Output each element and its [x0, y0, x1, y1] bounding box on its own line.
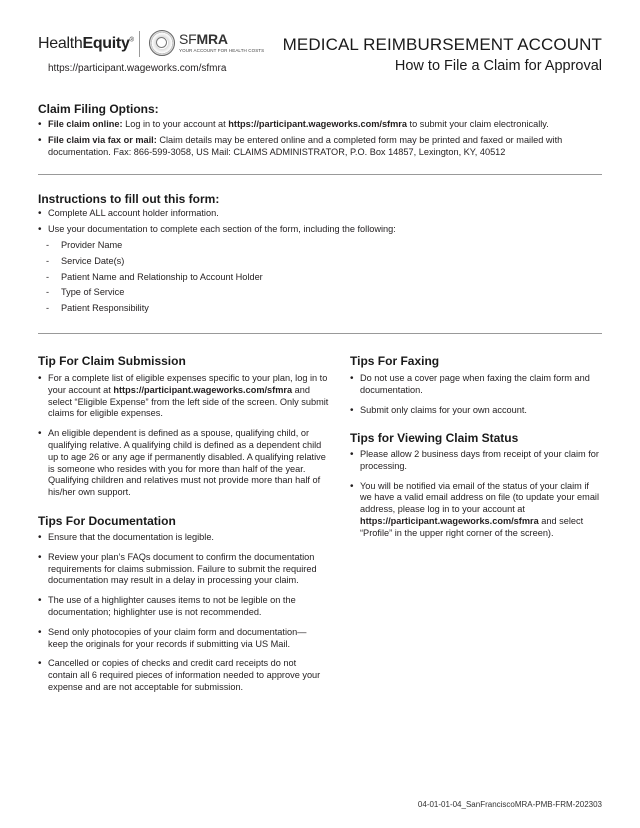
tip-text: For a complete list of eligible expenses specific to your plan, log in to your account at	[48, 373, 328, 395]
filing-online-link[interactable]: https://participant.wageworks.com/sfmra	[228, 119, 407, 129]
tip-submission-item	[38, 373, 330, 420]
header-url[interactable]: https://participant.wageworks.com/sfmra	[48, 63, 227, 74]
subitem: - Type of Service	[46, 287, 446, 299]
tip-documentation-item: • Review your plan’s FAQs document to confirm the documentation requirements for claims submission. Failure to submit the required documentation may result in a delay in processing your claim.	[38, 552, 323, 587]
sfmra-part2: MRA	[196, 31, 228, 47]
subitem: - Patient Responsibility	[46, 303, 446, 315]
logo-divider	[139, 31, 140, 57]
tip-documentation-item: • Ensure that the documentation is legible.	[38, 532, 323, 544]
city-seal-icon	[149, 30, 175, 56]
registered-mark: ®	[129, 37, 134, 44]
instructions-heading: Instructions to fill out this form:	[38, 192, 220, 206]
tip-text: and select “Eligible Expense” from the left side of the screen. Only submit claims for eligible expenses.	[48, 384, 329, 419]
instruction-subitems	[46, 240, 446, 319]
tip-documentation-item: • Send only photocopies of your claim form and documentation—keep the originals for your records if submitting via US Mail.	[38, 627, 323, 651]
document-title: MEDICAL REIMBURSEMENT ACCOUNT	[282, 35, 602, 54]
brand-primary-part2: Equity	[82, 35, 130, 52]
tips-faxing-list	[350, 373, 600, 424]
form-code: 04-01-01-04_SanFranciscoMRA-PMB-FRM-202303	[417, 800, 602, 809]
instruction-item: • Complete ALL account holder information.	[38, 208, 598, 220]
tips-documentation-list	[38, 532, 323, 702]
tip-faxing-item: • Submit only claims for your own account.	[350, 405, 600, 417]
filing-online-text-end: to submit your claim electronically.	[406, 119, 549, 129]
filing-fax-label: File claim via fax or mail:	[48, 134, 157, 145]
section-divider-1	[38, 174, 602, 175]
filing-fax-text: Claim details may be entered online and a completed form may be printed and faxed or mailed with documentation. Fax: 866-599-3058, US Mail: CLAIMS ADMINISTRATOR, P.O. Box 14857, Lexington, KY, 40512	[48, 134, 563, 157]
instruction-item: • Use your documentation to complete each section of the form, including the following:	[38, 224, 598, 236]
instructions-list	[38, 208, 598, 240]
healthequity-logo	[38, 35, 134, 53]
filing-list	[38, 119, 598, 162]
filing-option-fax-mail	[38, 135, 598, 159]
document-subtitle: How to File a Claim for Approval	[394, 58, 602, 74]
subitem: - Patient Name and Relationship to Account Holder	[46, 272, 446, 284]
filing-online-label: File claim online:	[48, 119, 123, 129]
sfmra-logo	[179, 31, 228, 47]
tips-submission-heading: Tip For Claim Submission	[38, 354, 186, 368]
subitem: - Provider Name	[46, 240, 446, 252]
tip-documentation-item: • Cancelled or copies of checks and credit card receipts do not contain all 6 required pieces of information needed to approve your expense and are not acceptable for submission.	[38, 658, 323, 693]
sfmra-tagline: YOUR ACCOUNT FOR HEALTH COSTS	[179, 48, 265, 53]
eligible-expense-link[interactable]: https://participant.wageworks.com/sfmra	[113, 384, 293, 395]
tips-status-list	[350, 449, 600, 548]
section-divider-2	[38, 333, 602, 334]
tip-text: You will be notified via email of the status of your claim if we have a valid email address on file (to update your email address, please log in to your account at	[360, 480, 600, 515]
tips-submission-list	[38, 373, 330, 507]
tip-faxing-item: • Do not use a cover page when faxing the claim form and documentation.	[350, 373, 600, 397]
sfmra-part1: SF	[179, 31, 197, 47]
tip-submission-item: • An eligible dependent is defined as a spouse, qualifying child, or qualifying relative. A qualifying child is defined as a dependent child up to age 26 or any age if permanently disabled. A qualifying relative is someone who resides with you for more than half of the year. Qualifying children and relatives must not provide more than half of his/her own support.	[38, 428, 330, 499]
tips-faxing-heading: Tips For Faxing	[350, 354, 440, 368]
tip-text: and select “Profile” in the upper right corner of the screen).	[360, 515, 584, 538]
brand-primary-part1: Health	[38, 35, 83, 52]
subitem: - Service Date(s)	[46, 256, 446, 268]
filing-heading: Claim Filing Options:	[38, 102, 159, 116]
filing-option-online	[38, 119, 598, 131]
tips-documentation-heading: Tips For Documentation	[38, 514, 176, 528]
tip-status-item: • Please allow 2 business days from receipt of your claim for processing.	[350, 449, 600, 473]
tip-documentation-item: • The use of a highlighter causes items to not be legible on the documentation; highlighter use is not recommended.	[38, 595, 323, 619]
tip-status-item	[350, 481, 600, 540]
tips-status-heading: Tips for Viewing Claim Status	[350, 431, 519, 445]
profile-link[interactable]: https://participant.wageworks.com/sfmra	[360, 515, 539, 526]
filing-online-text: Log in to your account at	[122, 119, 229, 129]
